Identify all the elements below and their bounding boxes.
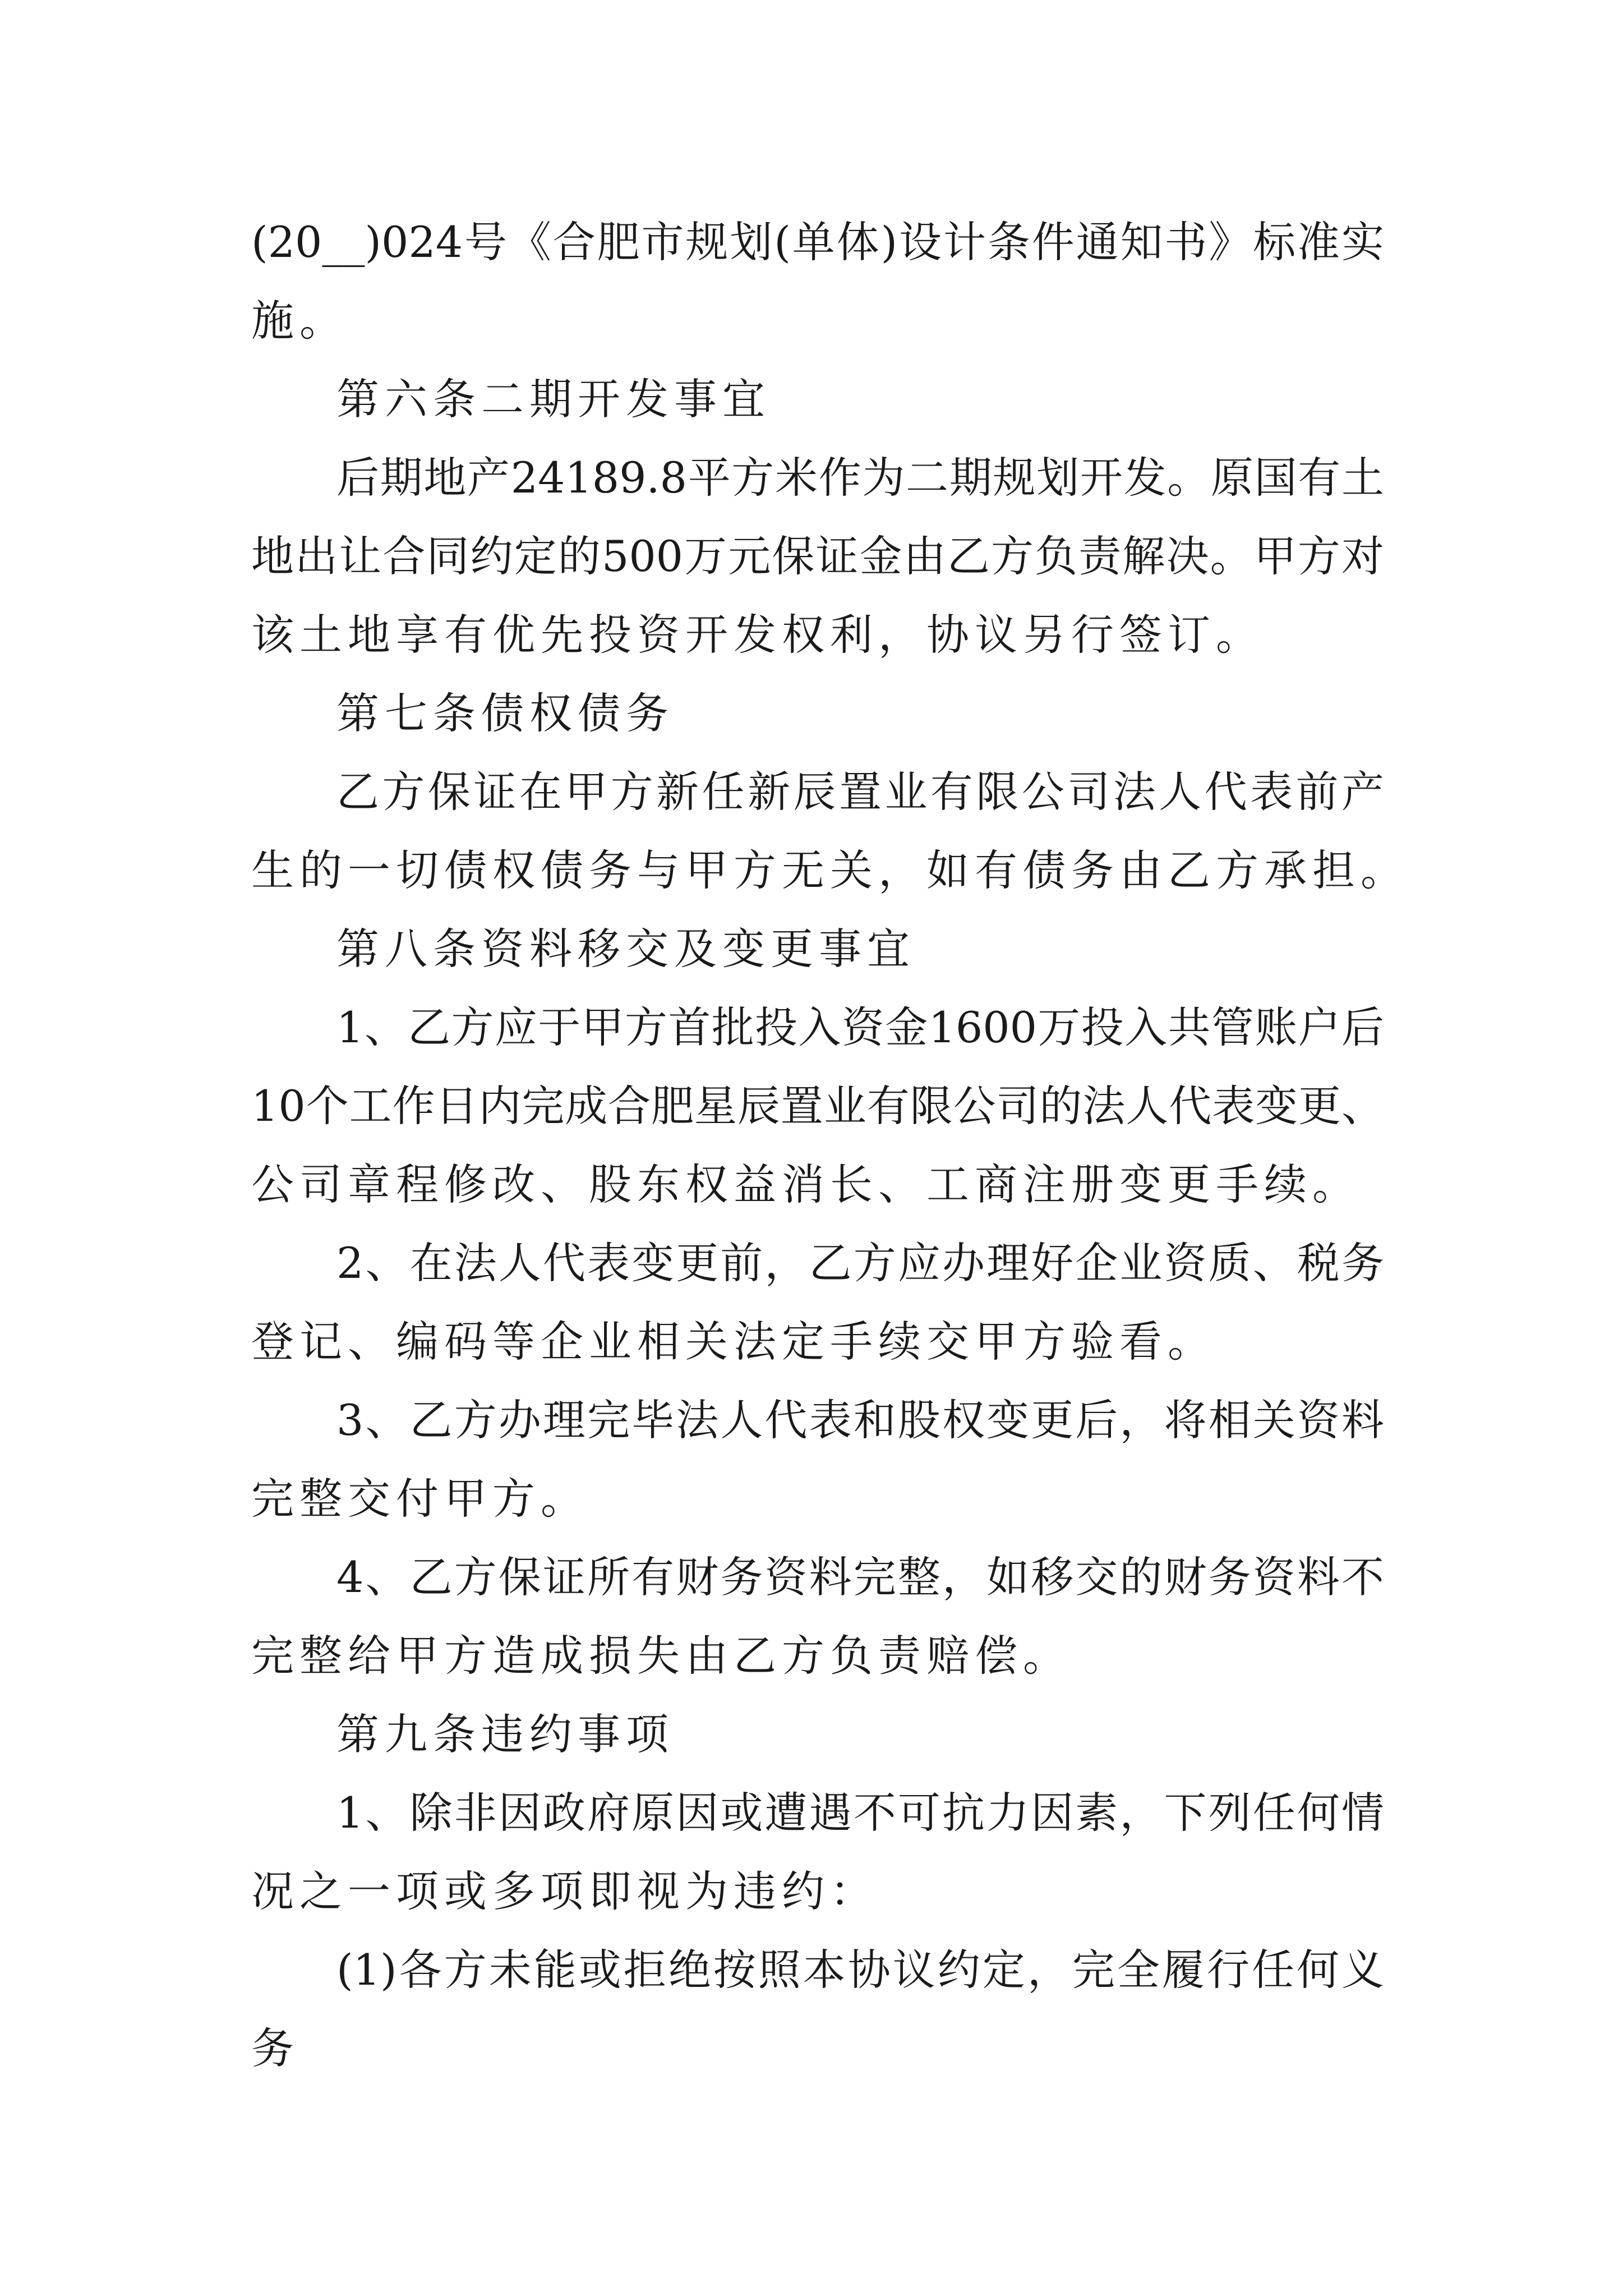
text-line: (20__)024号《合肥市规划(单体)设计条件通知书》标准实 (251, 217, 1384, 267)
text-line: 公司章程修改、股东权益消长、工商注册变更手续。 (251, 1159, 1361, 1209)
text-line: 1、乙方应于甲方首批投入资金1600万投入共管账户后 (336, 1002, 1384, 1052)
text-line: 登记、编码等企业相关法定手续交甲方验看。 (251, 1317, 1216, 1366)
text-line: 完整交付甲方。 (251, 1474, 589, 1524)
text-line: 施。 (251, 296, 348, 346)
text-line: 况之一项或多项即视为违约： (251, 1866, 878, 1916)
text-line: 4、乙方保证所有财务资料完整，如移交的财务资料不 (336, 1552, 1384, 1602)
text-line: 生的一切债权债务与甲方无关，如有债务由乙方承担。 (251, 845, 1409, 895)
section-heading: 第八条资料移交及变更事宜 (336, 924, 915, 974)
text-line: 务 (251, 2023, 299, 2073)
text-line: 乙方保证在甲方新任新辰置业有限公司法人代表前产 (336, 767, 1384, 817)
text-line: 10个工作日内完成合肥星辰置业有限公司的法人代表变更、 (251, 1081, 1384, 1131)
document-body (251, 203, 1409, 2088)
text-line: 后期地产24189.8平方米作为二期规划开发。原国有土 (336, 453, 1384, 503)
section-heading: 第九条违约事项 (336, 1709, 674, 1759)
text-line: 3、乙方办理完毕法人代表和股权变更后，将相关资料 (336, 1395, 1384, 1445)
text-line: 2、在法人代表变更前，乙方应办理好企业资质、税务 (336, 1238, 1384, 1288)
section-heading: 第六条二期开发事宜 (336, 374, 771, 424)
text-line: 完整给甲方造成损失由乙方负责赔偿。 (251, 1631, 1071, 1681)
text-line: 地出让合同约定的500万元保证金由乙方负责解决。甲方对 (251, 531, 1384, 581)
text-line: 该土地享有优先投资开发权利，协议另行签订。 (251, 610, 1264, 660)
section-heading: 第七条债权债务 (336, 688, 674, 738)
text-line: (1)各方未能或拒绝按照本协议约定，完全履行任何义 (336, 1945, 1384, 1995)
text-line: 1、除非因政府原因或遭遇不可抗力因素，下列任何情 (336, 1788, 1384, 1838)
